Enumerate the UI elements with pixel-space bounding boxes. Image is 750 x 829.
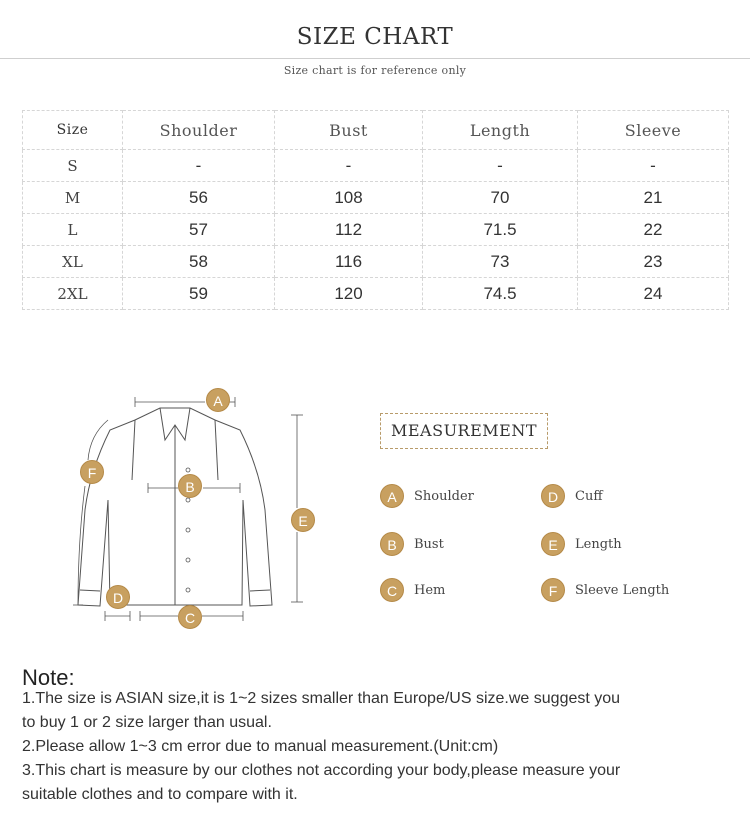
cell-bust: - (275, 150, 423, 182)
note-title: Note: (22, 665, 75, 690)
cell-shoulder: - (123, 150, 275, 182)
legend-item-cuff (541, 484, 603, 508)
marker-b: B (178, 474, 202, 498)
column-header-bust: Bust (275, 111, 423, 150)
legend-label: Length (575, 536, 622, 552)
cell-sleeve: - (578, 150, 729, 182)
cell-length: - (423, 150, 578, 182)
column-header-shoulder: Shoulder (123, 111, 275, 150)
table-row (23, 278, 729, 310)
cell-length: 71.5 (423, 214, 578, 246)
cell-bust: 112 (275, 214, 423, 246)
marker-a: A (206, 388, 230, 412)
legend-item-length (541, 532, 622, 556)
table-row (23, 182, 729, 214)
cell-bust: 120 (275, 278, 423, 310)
note-line: to buy 1 or 2 size larger than usual. (22, 714, 272, 731)
legend-item-hem (380, 578, 445, 602)
legend-item-sleeve-length (541, 578, 669, 602)
cell-size: S (23, 150, 123, 182)
legend-badge: C (380, 578, 404, 602)
page-subtitle: Size chart is for reference only (283, 64, 467, 77)
legend-badge: D (541, 484, 565, 508)
cell-size: M (23, 182, 123, 214)
cell-sleeve: 24 (578, 278, 729, 310)
cell-sleeve: 21 (578, 182, 729, 214)
note-line: suitable clothes and to compare with it. (22, 786, 298, 803)
note-line: 3.This chart is measure by our clothes not according your body,please measure your (22, 762, 621, 779)
legend-label: Sleeve Length (575, 582, 670, 598)
size-table (22, 110, 729, 310)
cell-shoulder: 57 (123, 214, 275, 246)
cell-size: L (23, 214, 123, 246)
note-line: 2.Please allow 1~3 cm error due to manual measurement.(Unit:cm) (22, 738, 499, 755)
column-header-length: Length (423, 111, 578, 150)
legend-label: Bust (414, 536, 444, 552)
cell-sleeve: 22 (578, 214, 729, 246)
column-header-sleeve: Sleeve (578, 111, 729, 150)
marker-d: D (106, 585, 130, 609)
shirt-outline-icon (60, 380, 360, 640)
marker-f: F (80, 460, 104, 484)
table-row (23, 246, 729, 278)
shirt-diagram (60, 380, 360, 640)
legend-label: Shoulder (414, 488, 474, 504)
legend-badge: F (541, 578, 565, 602)
table-row (23, 214, 729, 246)
cell-length: 74.5 (423, 278, 578, 310)
measurement-heading: MEASUREMENT (380, 413, 548, 449)
cell-length: 70 (423, 182, 578, 214)
marker-e: E (291, 508, 315, 532)
legend-label: Hem (414, 582, 446, 598)
legend-item-bust (380, 532, 444, 556)
cell-size: 2XL (23, 278, 123, 310)
legend-badge: B (380, 532, 404, 556)
column-header-size: Size (23, 111, 123, 150)
marker-c: C (178, 605, 202, 629)
cell-shoulder: 58 (123, 246, 275, 278)
page-title: SIZE CHART (296, 24, 454, 50)
legend-badge: E (541, 532, 565, 556)
table-row (23, 150, 729, 182)
cell-length: 73 (423, 246, 578, 278)
table-header-row (23, 111, 729, 150)
cell-bust: 108 (275, 182, 423, 214)
legend-label: Cuff (575, 488, 603, 504)
note-line: 1.The size is ASIAN size,it is 1~2 sizes smaller than Europe/US size.we suggest you (22, 690, 621, 707)
cell-size: XL (23, 246, 123, 278)
title-divider (0, 58, 750, 59)
cell-shoulder: 59 (123, 278, 275, 310)
cell-shoulder: 56 (123, 182, 275, 214)
cell-bust: 116 (275, 246, 423, 278)
legend-item-shoulder (380, 484, 474, 508)
legend-badge: A (380, 484, 404, 508)
cell-sleeve: 23 (578, 246, 729, 278)
